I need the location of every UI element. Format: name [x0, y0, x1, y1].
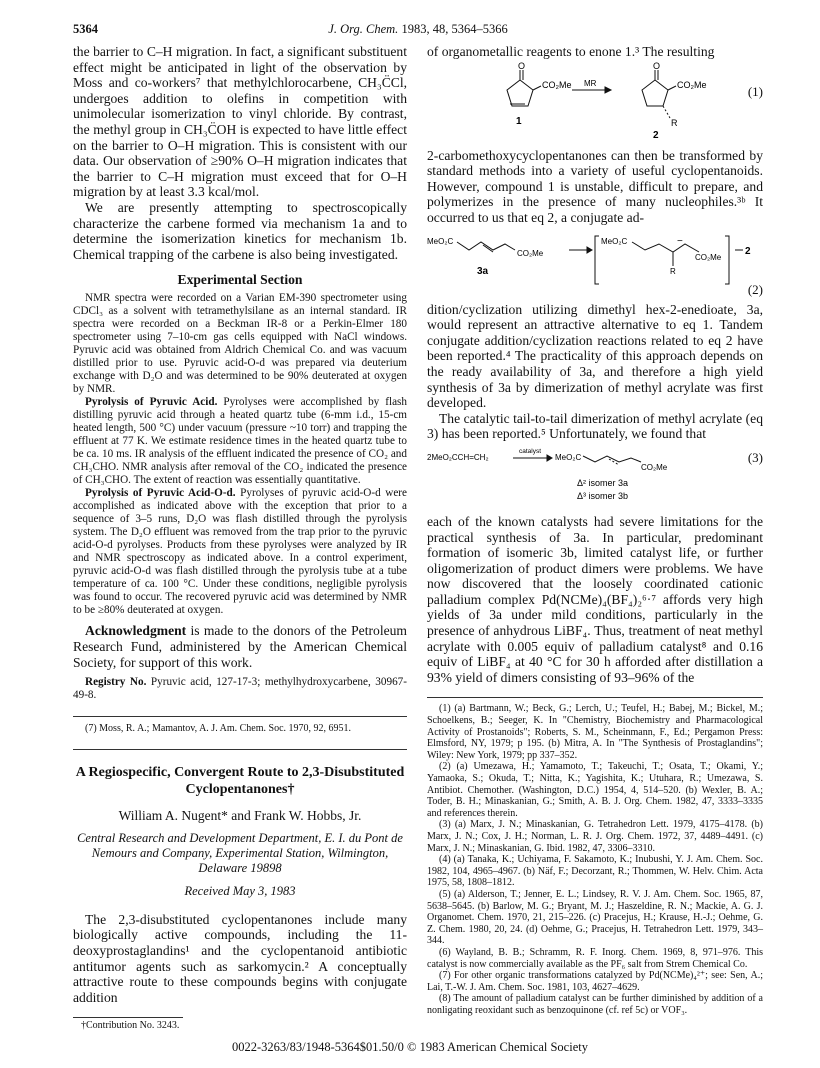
paragraph-dimerization: dition/cyclization utilizing dimethyl hex-2-enedioate, 3a, would represent an attractive alternative to eq 1. Tandem conjugate addition/cyclization reactions related to eq 2 have been reported.⁴ The practicality of this approach depends on the ready availability of 3a, and therefore a high yield synthesis of 3a by dimerization of methyl acrylate was first developed. — [427, 301, 763, 411]
paragraph-introduction: The 2,3-disubstituted cyclopentanones include many biologically active compounds, including the 11-deoxyprostaglandins¹ and the cyclopentanoid antibiotic antitumor agents such as sarkomycin.² A conceptually attractive route to these compounds begins with conjugate addition — [73, 911, 407, 1005]
oxygen-label-1: O — [518, 60, 526, 71]
reference-1: (1) (a) Bartmann, W.; Beck, G.; Lerch, U.; Teufel, H.; Babej, M.; Bickel, M.; Schoelkens, B.; Seeger, K. In "Chemistry, Biochemistry and Pharmacological Activity of Prostanoids"; Roberts, S. M., Scheinmann, F., Ed.; Pergamon Press: Elmsford, NY, 1979; p 195. (b) Mitra, A. In "The Synthesis of Prostaglandins"; Wiley: New York, 1979; pp 337–352. — [427, 703, 763, 761]
journal-name: J. Org. Chem. — [328, 22, 399, 36]
scheme-eq2 — [427, 230, 763, 298]
registry-heading: Registry No. — [85, 676, 147, 689]
equation-number-2: (2) — [747, 281, 763, 297]
reference-3: (3) (a) Marx, J. N.; Minaskanian, G. Tetrahedron Lett. 1979, 4175–4178. (b) Marx, J. N.; Cox, J. H.; Norman, L. R. J. Org. Chem. 1972, 37, 4489–4491. (c) Marx, J. N.; Minaskanian, G. Ibid. 1982, 47, 3306–3310. — [427, 819, 763, 854]
paragraph-organometallic: of organometallic reagents to enone 1.³ The resulting — [427, 44, 715, 59]
bracket-right — [725, 236, 729, 284]
diester-left-label: MeO₂C — [427, 236, 454, 246]
reference-7: (7) For other organic transformations catalyzed by Pd(NCMe)₄²⁺; see: Sen, A.; Lai, T.-W. J. Am. Chem. Soc. 1981, 103, 4627–4629. — [427, 970, 763, 993]
footnote-7: (7) Moss, R. A.; Mamantov, A. J. Am. Chem. Soc. 1970, 92, 6951. — [85, 723, 352, 735]
acknowledgment-heading: Acknowledgment — [85, 623, 187, 639]
registry-numbers — [73, 676, 407, 702]
cyclopentenone-ring — [507, 80, 533, 106]
reactant-label: 2MeO₂CCH=CH₂ — [427, 452, 489, 462]
compound-3a-label: 3a — [477, 265, 489, 277]
scheme-eq3 — [427, 446, 763, 504]
pyrolysis-text: Pyrolyses were accomplished by flash distilling pyruvic acid through a heated quartz tube (6-mm i.d., 15-cm heated length, 500 °C) under vacuum (pressure ~10 torr) and trapping the effluent at 77 K. We estimate residence times in the heated quartz tube to be ca. 10 ms. IR analysis of the effluent indicated the presence of CO₂ and CH₃CHO. NMR analysis after removal of the CO₂ indicated the presence of CH₃CHO. The extent of reaction was essentially quantitative. — [73, 396, 407, 487]
contribution-note: †Contribution No. 3243. — [81, 1020, 180, 1032]
anion-charge: − — [677, 235, 683, 247]
hexenedioate-chain — [457, 242, 515, 250]
contribution-divider — [73, 1017, 183, 1018]
paragraph-palladium: each of the known catalysts had severe limitations for the practical synthesis of 3a. In particular, predominant formation of isomeric 3b, limited catalyst life, or further oligomerization of product dimers were problems. We have now discovered that the loosely coordinated cationic palladium complex Pd(NCMe)₄(BF₄)₂⁶·⁷ affords very high yields of 3a under mild conditions, particularly in the presence of anhydrous LiBF₄. Thus, treatment of neat methyl acrylate with 0.005 equiv of palladium catalyst⁸ and 0.16 equiv of LiBF₄ at 40 °C for 30 h afforded after distillation a 93% yield of dimers consisting of 93–96% of the — [427, 513, 763, 685]
equation-number-3: (3) — [747, 449, 763, 465]
catalyst-label: catalyst — [519, 447, 542, 455]
isomer-3a-label: Δ² isomer 3a — [577, 477, 629, 488]
acknowledgment-text: is made to the donors of the Petroleum Research Fund, administered by the American Chemical Society, for support of this work. — [73, 623, 407, 670]
scheme-1-structures — [427, 60, 727, 140]
acknowledgment — [73, 623, 407, 670]
paragraph-future-work: We are presently attempting to spectroscopically characterize the carbene formed via mechanism 1a and to determine the isomerization kinetics for mechanism 1b. Chemical trapping of the carbene is also being investigated. — [73, 199, 407, 262]
experimental-heading: Experimental Section — [177, 272, 303, 288]
bracket-ester-right-label: CO₂Me — [695, 252, 722, 262]
reference-5: (5) (a) Alderson, T.; Jenner, E. L.; Lindsey, R. V. J. Am. Chem. Soc. 1965, 87, 5638–5645. (b) Barlow, M. G.; Bryant, M. J.; Haszeldine, R. N.; Mackie, A. G. J. Organomet. Chem. 1970, 21, 215–226. (c) Pracejus, H.; Krause, H.-J.; Oehme, G. Z. Chem. 1980, 20, 24. (d) Oehme, G.; Pracejus, H. Tetrahedron Lett. 1979, 343–344. — [427, 888, 763, 947]
oxygen-label-2: O — [653, 60, 661, 71]
reagent-label: MR — [584, 78, 597, 88]
received-date: Received May 3, 1983 — [184, 884, 296, 899]
pyrolysis-od-text: Pyrolyses of pyruvic acid-O-d were accomplished as indicated above with the exception that prior to a sequence of 3–5 runs, D₂O was flash distilled through the pyrolysis system. The D₂O effluent was removed from the trap prior to the pyruvic acid-O-d pyrolyses. Products from these pyrolyses were analyzed by IR and NMR spectroscopy as indicated above. In a control experiment, pyruvic acid-O-d was flash distilled through the pyrolysis tube at a tube temperature of ca. 100 °C. Under these conditions, negligible pyrolysis was found to occur. The recovered pyruvic acid was determined by NMR to be ≥80% deuterated at oxygen. — [73, 487, 408, 617]
scheme-eq1 — [427, 60, 763, 140]
running-header — [73, 22, 763, 38]
product-ester-left: MeO₂C — [555, 452, 582, 462]
scheme-2-structures — [427, 230, 753, 298]
scheme-3-structures — [427, 446, 727, 504]
enolate-chain — [632, 242, 699, 252]
product-ester-right: CO₂Me — [641, 462, 668, 472]
experimental-instruments: NMR spectra were recorded on a Varian EM-390 spectrometer using CDCl₃ as a solvent with tetramethylsilane as an internal standard. IR spectra were recorded on a Beckman IR-8 or a Perkin-Elmer 180 spectrometer using 7–10-cm gas cells equipped with NaCl windows. Pyruvic acid was obtained from Aldrich Chemical Co. and was vacuum distilled prior to use. Pyruvic acid-O-d was prepared via deuterium exchange with D₂O and was determined to be 90% deuterated at oxygen by NMR. — [73, 292, 407, 396]
paragraph-carbomethoxy: 2-carbomethoxycyclopentanones can then be transformed by standard methods into a variety of useful cyclopentanoids. However, compound 1 is unstable, difficult to prepare, and polymerizes in the presence of many nucleophiles.³ᵇ It occurred to us that eq 2, a conjugate ad- — [427, 147, 763, 225]
footnote-divider — [73, 716, 407, 717]
reference-2: (2) (a) Umezawa, H.; Yamamoto, T.; Takeuchi, T.; Osata, T.; Okami, Y.; Yamaoka, S.; Okuda, T.; Nitta, K.; Yagishita, K.; Utuhara, R.; Umezawa, S. Antibiot. Chemother. (Washington, D.C.) 1954, 4, 514–520. (b) Wexler, B. A.; Toder, B. H.; Minaskanian, G.; Smith, A. B. J. Org. Chem. 1982, 47, 3333–3335 and references therein. — [427, 761, 763, 819]
isomer-3b-label: Δ³ isomer 3b — [577, 490, 629, 501]
pyrolysis-od-heading: Pyrolysis of Pyruvic Acid-O-d. — [85, 487, 236, 500]
references-divider — [427, 697, 763, 698]
bracket-ester-left-label: MeO₂C — [601, 236, 628, 246]
reference-6: (6) Wayland, B. B.; Schramm, R. F. Inorg. Chem. 1969, 8, 971–976. This catalyst is now commercially available as the PF₆ salt from Strem Chemical Co. — [427, 946, 763, 970]
article-title: A Regiospecific, Convergent Route to 2,3-Disubstituted Cyclopentanones† — [75, 764, 405, 797]
paragraph-tail-to-tail: The catalytic tail-to-tail dimerization of methyl acrylate (eq 3) has been reported.⁵ Unfortunately, we found that — [427, 410, 763, 442]
article-authors: William A. Nugent* and Frank W. Hobbs, Jr. — [118, 807, 362, 823]
author-affiliation: Central Research and Development Department, E. I. du Pont de Nemours and Company, Experimental Station, Wilmington, Delaware 19898 — [77, 831, 403, 876]
references-list — [427, 703, 763, 1016]
page-number: 5364 — [73, 22, 98, 36]
compound-1-label: 1 — [516, 115, 522, 127]
right-column — [427, 44, 763, 1016]
experimental-section — [73, 292, 407, 617]
volume-pages: 1983, 48, 5364–5366 — [401, 22, 508, 36]
r-substituent-label: R — [671, 117, 678, 128]
cyclopentanone-ring — [642, 80, 668, 106]
product-2-label: 2 — [745, 245, 751, 257]
equation-number-1: (1) — [747, 83, 763, 99]
bracket-left — [595, 236, 599, 284]
dimer-chain — [583, 456, 641, 462]
pyrolysis-heading: Pyrolysis of Pyruvic Acid. — [85, 396, 218, 409]
registry-text: Pyruvic acid, 127-17-3; methylhydroxycarbene, 30967-49-8. — [73, 676, 408, 702]
ester-label-1: CO₂Me — [542, 79, 572, 90]
bracket-r-label: R — [670, 266, 676, 276]
page-footer: 0022-3263/83/1948-5364$01.50/0 © 1983 American Chemical Society — [232, 1040, 588, 1054]
compound-2-label: 2 — [653, 129, 659, 140]
diester-right-label: CO₂Me — [517, 248, 544, 258]
ester-label-2: CO₂Me — [677, 79, 707, 90]
journal-citation — [73, 22, 763, 37]
experimental-pyrolysis — [73, 396, 407, 487]
experimental-pyrolysis-od — [73, 487, 407, 617]
reference-8: (8) The amount of palladium catalyst can be further diminished by addition of a nonligating reoxidant such as benzoquinone (cf. ref 5c) or VOF₃. — [427, 993, 763, 1016]
reference-4: (4) (a) Tanaka, K.; Uchiyama, F. Sakamoto, K.; Inubushi, Y. J. Am. Chem. Soc. 1982, 104, 4965–4967. (b) Näf, F.; Decorzant, R.; Thommen, W. Helv. Chim. Acta 1975, 58, 1808–1812. — [427, 854, 763, 889]
left-column — [73, 44, 407, 1032]
paragraph-carbene-barrier: the barrier to C–H migration. In fact, a significant substituent effect might be anticipated in light of the observation by Moss and co-workers⁷ that methylchlorocarbene, CH₃C̈Cl, undergoes addition to olefins in competition with unimolecular isomerization to vinyl chloride. By contrast, the methyl group in CH₃C̈OH is expected to have little effect on the barrier to O–H migration. This is consistent with our data. Our observation of ≥90% O–H migration indicates that the barrier to C–H migration must exceed that for O–H migration by at least 3.3 kcal/mol. — [73, 44, 407, 200]
